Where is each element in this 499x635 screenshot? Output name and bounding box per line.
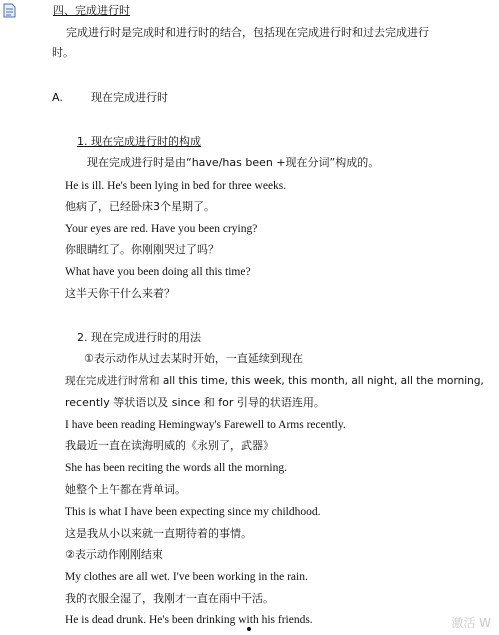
part-a-title: 现在完成进行时: [91, 91, 168, 104]
example-2-english: Your eyes are red. Have you been crying?: [65, 223, 258, 235]
example-1-english: He is ill. He's been lying in bed for three weeks.: [65, 180, 287, 192]
example-4-chinese: 我最近一直在读海明威的《永别了，武器》: [65, 439, 274, 452]
example-3-english: What have you been doing all this time?: [65, 266, 251, 278]
usage-1-title: ①表示动作从过去某时开始，一直延续到现在: [84, 352, 303, 365]
example-3-chinese: 这半天你干什么来着？: [65, 287, 175, 300]
example-2-chinese: 你眼睛红了。你刚刚哭过了吗？: [65, 243, 219, 256]
usage-1-description-1: 现在完成进行时常和 all this time, this week, this month, all night, all the morning,: [65, 375, 484, 387]
example-4-english: I have been reading Hemingway's Farewell to Arms recently.: [65, 419, 346, 431]
example-7-english: My clothes are all wet. I've been working in the rain.: [65, 571, 308, 583]
example-6-english: This is what I have been expecting since my childhood.: [65, 506, 321, 518]
example-5-chinese: 她整个上午都在背单词。: [65, 483, 186, 496]
activation-watermark: 激活 W: [451, 616, 491, 630]
example-6-chinese: 这是我从小以来就一直期待着的事情。: [65, 527, 252, 540]
subsection-1-description: 现在完成进行时是由“have/has been +现在分词”构成的。: [87, 156, 380, 169]
example-8-english: He is dead drunk. He's been drinking with his friends.: [65, 614, 313, 626]
section-title: 四、完成进行时: [53, 4, 130, 17]
part-a-letter: A.: [52, 91, 63, 104]
subsection-2-title: 2. 现在完成进行时的用法: [77, 331, 201, 344]
usage-2-title: ②表示动作刚刚结束: [65, 548, 163, 561]
example-5-english: She has been reciting the words all the morning.: [65, 462, 287, 474]
example-7-chinese: 我的衣服全湿了，我刚才一直在雨中干活。: [65, 592, 274, 605]
intro-line-2: 时。: [52, 46, 74, 59]
subsection-1-title: 1. 现在完成进行时的构成: [77, 135, 201, 148]
page-marker-dot: [247, 627, 251, 631]
example-1-chinese: 他病了，已经卧床3个星期了。: [65, 200, 215, 213]
intro-line-1: 完成进行时是完成时和进行时的结合，包括现在完成进行时和过去完成进行: [66, 26, 429, 39]
usage-1-description-2: recently 等状语以及 since 和 for 引导的状语连用。: [65, 396, 325, 409]
document-icon: [3, 3, 16, 18]
